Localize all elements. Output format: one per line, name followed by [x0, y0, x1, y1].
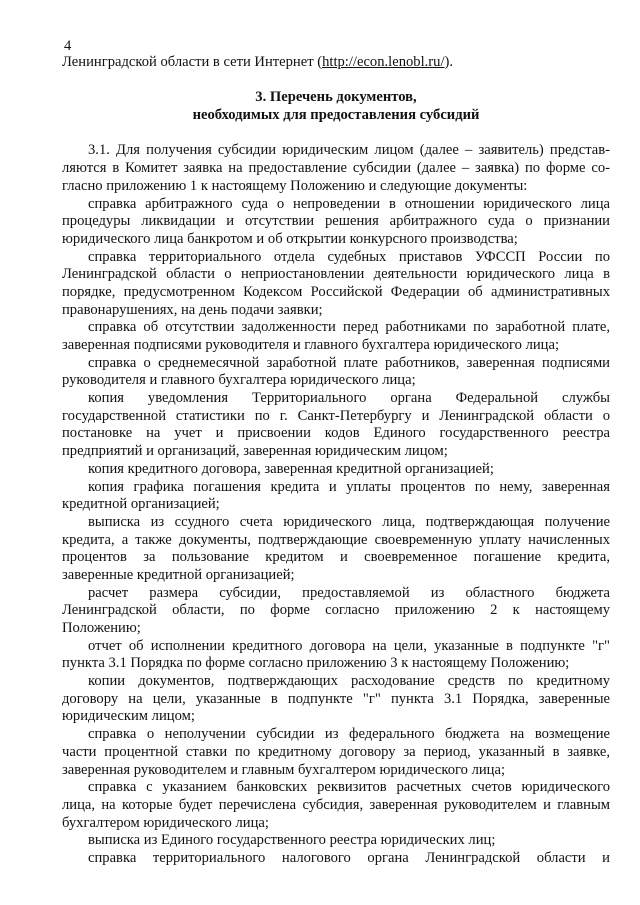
- text-line: ляются в Комитет заявка на предоставление субсидии (далее – заявка) по форме со-: [62, 160, 610, 177]
- text-line: заверенные кредитной организацией;: [62, 566, 295, 583]
- text-line: юридического лица банкротом и об открытии конкурсного производства;: [62, 230, 518, 247]
- text-line: кредита, а также документы, подтверждающие своевременную уплату начисленных: [62, 531, 610, 548]
- text-line: государственной статистики по г. Санкт-Петербургу и Ленинградской области о: [62, 407, 610, 424]
- text-line: Ленинградской области, по форме согласно приложению 2 к настоящему: [62, 602, 610, 619]
- text-line: юридическим лицом;: [62, 708, 195, 725]
- text-line: справка о неполучении субсидии из федерального бюджета на возмещение: [88, 726, 610, 743]
- page-number: 4: [64, 38, 72, 54]
- spacer: [62, 72, 610, 90]
- text-line: справка территориального налогового органа Ленинградской области и: [88, 849, 610, 866]
- text-line: Положению;: [62, 620, 141, 636]
- text-line: постановке на учет и присвоении кодов Единого государственного реестра: [62, 425, 610, 442]
- text-line: бухгалтером юридического лица;: [62, 814, 269, 831]
- text-line: кредитной организацией;: [62, 496, 220, 513]
- intro-line: Ленинградской области в сети Интернет (http://econ.lenobl.ru/).: [62, 54, 454, 70]
- text-line: справка об отсутствии задолженности перед работниками по заработной плате,: [88, 319, 610, 336]
- document-text: [62, 142, 610, 867]
- text-line: копия графика погашения кредита и уплаты процентов по нему, заверенная: [88, 478, 610, 495]
- text-line: лица, на которые будет перечислена субсидия, заверенная руководителем и главным: [62, 796, 610, 813]
- text-line: заверенная подписями руководителя и главного бухгалтера юридического лица;: [62, 337, 560, 353]
- text-line: копия кредитного договора, заверенная кредитной организацией;: [88, 460, 494, 477]
- text-line: выписка из Единого государственного реестра юридических лиц;: [88, 832, 496, 849]
- text-line: части процентной ставки по кредитному договору за период, указанный в заявке,: [62, 743, 610, 760]
- text-line: отчет об исполнении кредитного договора на цели, указанные в подпункте "г": [88, 637, 610, 654]
- document-body: [62, 54, 610, 868]
- text-line: справка территориального отдела судебных приставов УФССП России по: [88, 248, 610, 265]
- text-line: копии документов, подтверждающих расходование средств по кредитному: [88, 673, 610, 690]
- text-line: Ленинградской области о неприостановлении деятельности юридического лица в: [62, 266, 610, 283]
- spacer: [62, 125, 610, 143]
- text-line: процентов за пользование кредитом и своевременное погашение кредита,: [62, 549, 610, 566]
- text-line: копия уведомления Территориального органа Федеральной службы: [88, 390, 610, 407]
- website-link[interactable]: http://econ.lenobl.ru/: [322, 54, 445, 70]
- text-line: предприятий и организаций, заверенная юридическим лицом;: [62, 443, 448, 460]
- text-line: пункта 3.1 Порядка по форме согласно приложению 3 к настоящему Положению;: [62, 655, 570, 672]
- text-line: расчет размера субсидии, предоставляемой из областного бюджета: [88, 584, 610, 601]
- text-line: заверенная руководителем и главным бухгалтером юридического лица;: [62, 761, 505, 778]
- text-line: руководителя и главного бухгалтера юридического лица;: [62, 372, 416, 389]
- section-heading-line-2: необходимых для предоставления субсидий: [192, 107, 480, 124]
- text-line: справка с указанием банковских реквизитов расчетных счетов юридического: [88, 779, 610, 796]
- text-line: справка арбитражного суда о непроведении в отношении юридического лица: [88, 195, 610, 212]
- text-line: договору на цели, указанные в подпункте "г" пункта 3.1 Порядка, заверенные: [62, 690, 610, 707]
- text-line: гласно приложению 1 к настоящему Положению и следующие документы:: [62, 177, 528, 194]
- text-line: порядке, предусмотренном Кодексом Российской Федерации об административных: [62, 283, 610, 300]
- section-heading-line-1: 3. Перечень документов,: [255, 89, 417, 106]
- text-line: справка о среднемесячной заработной плате работников, заверенная подписями: [88, 354, 610, 371]
- text-line: выписка из ссудного счета юридического лица, подтверждающая получение: [88, 513, 610, 530]
- text-line: процедуры ликвидации и отсутствии решения арбитражного суда о признании: [62, 213, 610, 230]
- text-line: правонарушениях, на день подачи заявки;: [62, 301, 323, 318]
- text-line: 3.1. Для получения субсидии юридическим лицом (далее – заявитель) представ-: [88, 142, 610, 159]
